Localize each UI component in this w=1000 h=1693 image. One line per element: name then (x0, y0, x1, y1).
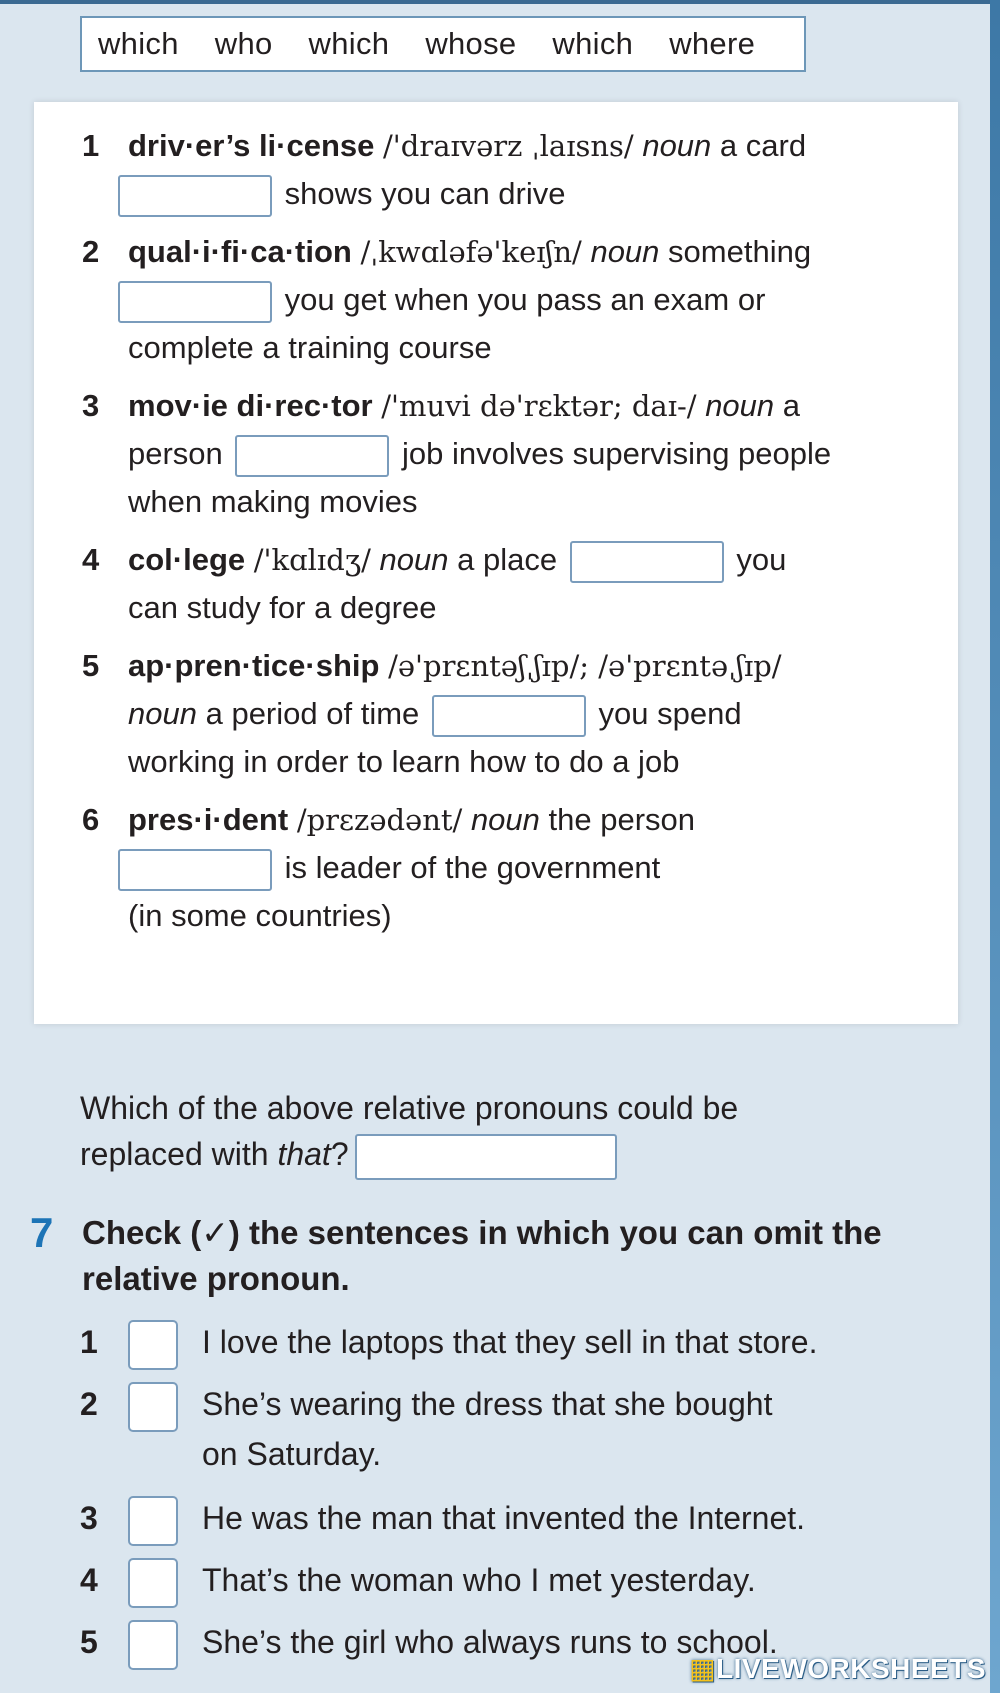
part-of-speech: noun (470, 802, 540, 837)
question-text: ? (330, 1136, 349, 1172)
check-box[interactable] (128, 1558, 178, 1608)
definition-text: you (736, 542, 787, 577)
definition-text: working in order to learn how to do a job (128, 744, 680, 779)
exercise-instruction: Check (✓) the sentences in which you can omit the relative pronoun. (82, 1214, 882, 1297)
check-box[interactable] (128, 1620, 178, 1670)
item-number: 1 (80, 1324, 98, 1360)
that-answer-blank[interactable] (355, 1134, 617, 1180)
headword: qual·i·fi·ca·tion (128, 234, 352, 269)
check-box[interactable] (128, 1382, 178, 1432)
check-box[interactable] (128, 1320, 178, 1370)
pronunciation: /ˌkwɑləfə'keɪʃn/ (360, 235, 582, 269)
top-border (0, 0, 1000, 4)
definition-text: shows you can drive (284, 176, 566, 211)
word-bank-item: where (669, 26, 756, 61)
exercise-number: 7 (30, 1209, 54, 1256)
definition-text: is leader of the government (284, 850, 661, 885)
headword: mov·ie di·rec·tor (128, 388, 373, 423)
part-of-speech: noun (379, 542, 449, 577)
pronunciation: /'kɑlɪdʒ/ (253, 543, 371, 577)
part-of-speech: noun (590, 234, 660, 269)
that-question (80, 1085, 738, 1180)
item-sentence-cont: on Saturday. (202, 1436, 382, 1472)
entry-number: 2 (82, 234, 100, 269)
headword: ap·pren·tice·ship (128, 648, 380, 683)
definition-text: can study for a degree (128, 590, 437, 625)
headword: pres·i·dent (128, 802, 289, 837)
question-italic: that (277, 1136, 331, 1172)
answer-blank-6[interactable] (118, 849, 272, 891)
definition-text: a card (719, 128, 807, 163)
item-number: 2 (80, 1386, 98, 1422)
entry-number: 6 (82, 802, 100, 837)
part-of-speech: noun (705, 388, 775, 423)
definition-text: job involves supervising people (402, 436, 832, 471)
right-border (990, 0, 1000, 1693)
part-of-speech: noun (128, 696, 197, 731)
answer-blank-2[interactable] (118, 281, 272, 323)
item-number: 3 (80, 1500, 98, 1536)
item-sentence: She’s the girl who always runs to school. (202, 1624, 778, 1660)
item-sentence: I love the laptops that they sell in that store. (202, 1324, 818, 1360)
answer-blank-3[interactable] (235, 435, 389, 477)
item-sentence: He was the man that invented the Internet. (202, 1500, 806, 1536)
word-bank (80, 16, 806, 72)
word-bank-item: which (552, 26, 634, 61)
answer-blank-1[interactable] (118, 175, 272, 217)
headword: driv·er’s li·cense (128, 128, 375, 163)
definition-text: you get when you pass an exam or (284, 282, 766, 317)
word-bank-item: whose (425, 26, 517, 61)
definition-text: something (668, 234, 812, 269)
word-bank-item: who (214, 26, 273, 61)
item-sentence: She’s wearing the dress that she bought (202, 1386, 773, 1422)
item-number: 5 (80, 1624, 98, 1660)
definition-text: a period of time (205, 696, 420, 731)
entry-number: 3 (82, 388, 100, 423)
logo-icon: ▦ (689, 1653, 717, 1684)
definition-text: complete a training course (128, 330, 492, 365)
liveworksheets-logo (689, 1652, 986, 1685)
word-bank-item: which (308, 26, 390, 61)
answer-blank-4[interactable] (570, 541, 724, 583)
entry-number: 4 (82, 542, 100, 577)
definition-text: a (782, 388, 801, 423)
answer-blank-5[interactable] (432, 695, 586, 737)
definition-text: when making movies (128, 484, 418, 519)
pronunciation: /'draɪvərz ˌlaɪsns/ (383, 129, 634, 163)
headword: col·lege (128, 542, 246, 577)
definition-text: the person (548, 802, 696, 837)
question-line: Which of the above relative pronouns could be (80, 1090, 739, 1126)
definition-text: (in some countries) (128, 898, 392, 933)
pronunciation: /prɛzədənt/ (296, 803, 463, 837)
definition-text: you spend (598, 696, 742, 731)
pronunciation: /ə'prɛntəʃˌʃɪp/; /ə'prɛntəˌʃɪp/ (388, 649, 782, 683)
definitions-panel (34, 102, 958, 1024)
item-number: 4 (80, 1562, 98, 1598)
question-text: replaced with (80, 1136, 278, 1172)
entry-number: 1 (82, 128, 100, 163)
logo-text: LIVEWORKSHEETS (716, 1653, 986, 1684)
word-bank-item: which (98, 26, 179, 61)
definition-text: person (128, 436, 223, 471)
entry-number: 5 (82, 648, 100, 683)
check-box[interactable] (128, 1496, 178, 1546)
definition-text: a place (457, 542, 558, 577)
pronunciation: /'muvi də'rɛktər; daɪ-/ (381, 389, 697, 423)
item-sentence: That’s the woman who I met yesterday. (202, 1562, 756, 1598)
part-of-speech: noun (642, 128, 712, 163)
question-line (80, 1131, 738, 1180)
